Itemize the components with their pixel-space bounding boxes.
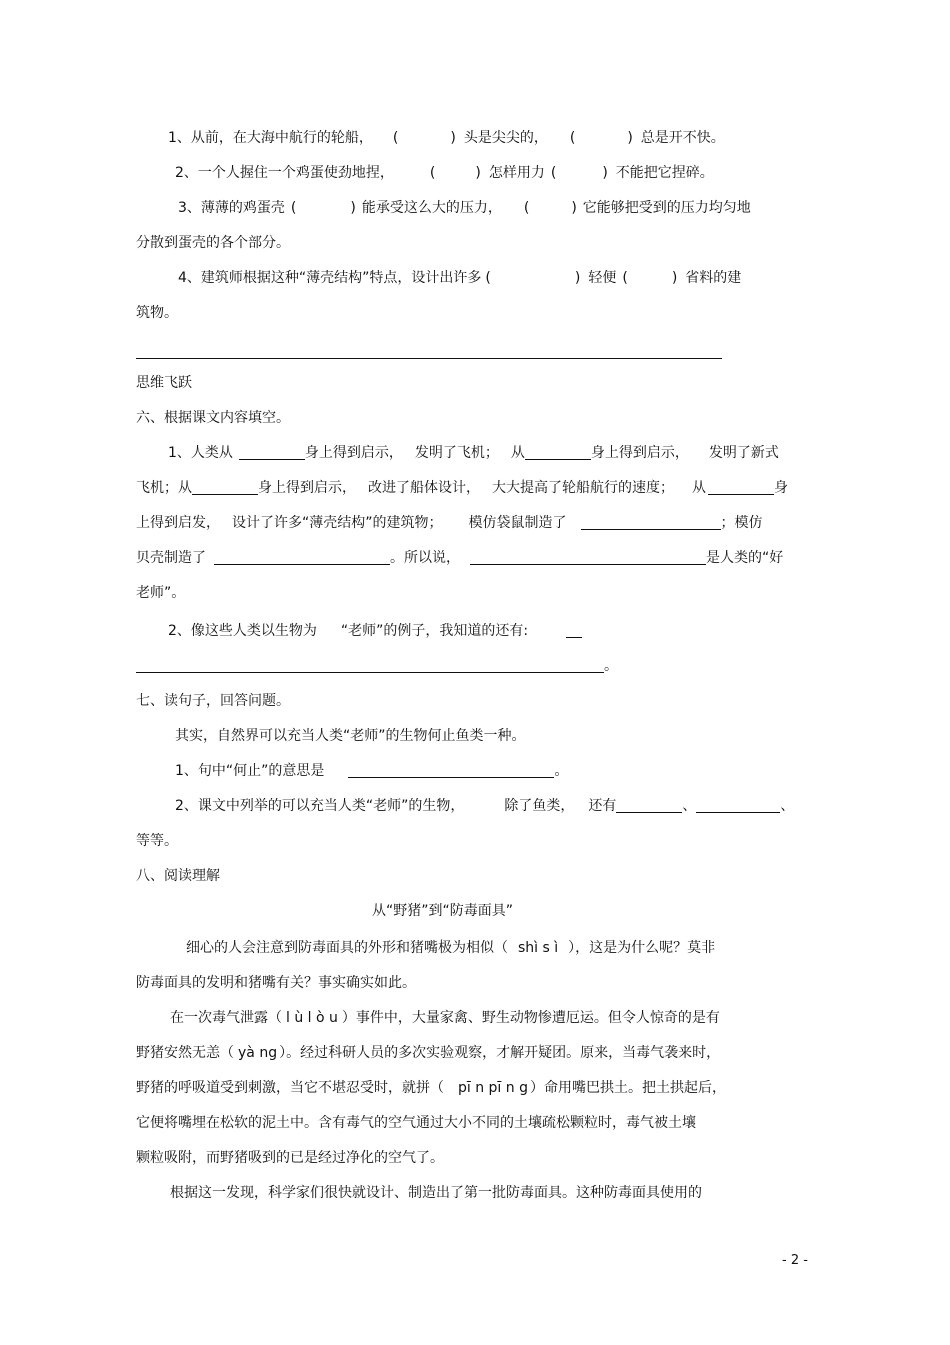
q6-1-text: 身上得到启示， [258,480,356,496]
q6-1-text: 从 [692,480,706,496]
q6-1-text: 。所以说， [390,550,460,566]
article-p2-line-5: 颗粒吸附，而野猪吸到的已是经过净化的空气了。 [136,1150,444,1166]
thinking-heading: 思维飞跃 [136,375,192,391]
pinyin: l ù l ò u [286,1010,338,1026]
q5-4-line-2: 筑物。 [136,305,178,321]
q5-3-line-2: 分散到蛋壳的各个部分。 [136,235,290,251]
q7-2-line [175,796,794,816]
q5-2-text-c: 不能把它捏碎。 [615,165,714,181]
open-paren: ( [429,165,436,181]
q5-1-text-a: 1、从前，在大海中航行的轮船， [168,130,373,146]
page-number: - 2 - [782,1253,808,1268]
q6-2-text: 2、像这些人类以生物为 [168,623,317,639]
q7-1-line [175,761,568,781]
article-text: 野猪的呼吸道受到刺激，当它不堪忍受时，就拼（ [136,1080,444,1096]
article-text: 在一次毒气泄露（ [170,1010,282,1026]
close-paren: ) [671,270,678,286]
q6-2-line-2 [136,656,618,676]
section-divider [136,358,722,359]
q6-2-text: “老师”的例子，我知道的还有: [340,623,529,639]
article-text: ）命用嘴巴拱土。把土拱起后， [530,1080,726,1096]
q5-1-text-c: 总是开不快。 [640,130,725,146]
q7-2-line-2: 等等。 [136,833,178,849]
close-paren: ) [450,130,456,146]
q6-1-text: 身上得到启示， [304,445,403,461]
article-p3-line-1: 根据这一发现，科学家们很快就设计、制造出了第一批防毒面具。这种防毒面具使用的 [170,1185,702,1201]
answer-blank[interactable] [581,514,721,530]
q6-1-line-4 [136,548,783,568]
q6-1-text: 身 [774,480,788,496]
q6-1-text: 模仿袋鼠制造了 [468,515,567,531]
q5-2-text-b: 怎样用力 [488,165,545,181]
article-p2-line-1 [170,1008,720,1028]
answer-blank[interactable] [525,444,591,460]
pinyin: shì s ì [518,940,559,956]
close-paren: ) [627,130,633,146]
section7-title: 七、读句子，回答问题。 [136,693,290,709]
q6-1-text: 贝壳制造了 [136,550,206,566]
answer-blank[interactable] [214,549,390,565]
q5-4-line [178,268,741,288]
answer-blank[interactable] [192,479,258,495]
open-paren: ( [485,270,491,286]
q6-1-text: 大大提高了轮船航行的速度； [492,480,674,496]
q6-1-text: 飞机；从 [136,480,192,496]
q6-1-text: 身上得到启示， [590,445,689,461]
article-p1-line-1 [186,938,715,958]
open-paren: ( [392,130,399,146]
q6-1-text: 发明了飞机； [414,445,499,461]
section8-title: 八、阅读理解 [136,868,220,884]
q5-3-text-a: 3、薄薄的鸡蛋壳 [178,200,285,216]
q6-1-line-2 [136,478,788,498]
q5-1-line [168,128,725,148]
answer-blank[interactable] [470,549,706,565]
q5-3-text-b: 能承受这么大的压力， [361,200,502,216]
close-paren: ) [602,165,608,181]
q6-1-line-1 [168,443,779,463]
open-paren: ( [569,130,576,146]
q6-1-text: 改进了船体设计， [368,480,480,496]
q5-4-text-b: 轻便 [588,270,617,286]
q5-1-text-b: 头是尖尖的， [463,130,548,146]
q6-1-line-3 [136,513,763,533]
separator: 、 [682,798,697,814]
q5-2-line [175,163,714,183]
article-p2-line-3 [136,1078,726,1098]
q6-1-text: 发明了新式 [708,445,779,461]
open-paren: ( [523,200,530,216]
article-text: ）。经过科研人员的多次实验观察，才解开疑团。原来，当毒气袭来时， [279,1045,721,1061]
q6-1-text: 设计了许多“薄壳结构”的建筑物； [232,515,443,531]
q6-1-text: 从 [510,445,525,461]
section7-sentence: 其实，自然界可以充当人类“老师”的生物何止鱼类一种。 [175,728,526,744]
q5-2-text-a: 2、一个人握住一个鸡蛋使劲地捏， [175,165,394,181]
q7-2-text: 2、课文中列举的可以充当人类“老师”的生物， [175,798,465,814]
q6-2-line [168,621,582,641]
pinyin: yà ng [238,1045,278,1061]
q6-1-text: ；模仿 [720,515,763,531]
q7-2-text: 除了鱼类， [504,798,575,814]
q7-2-text: 还有 [588,798,617,814]
q5-3-line [178,198,751,218]
open-paren: ( [622,270,628,286]
article-text: ）事件中，大量家禽、野生动物惨遭厄运。但令人惊奇的是有 [341,1010,720,1026]
answer-blank[interactable] [348,762,554,778]
q5-4-text-c: 省料的建 [685,270,742,286]
article-text: 野猪安然无恙（ [136,1045,234,1061]
article-text: ），这是为什么呢？莫非 [568,940,716,956]
article-text: 细心的人会注意到防毒面具的外形和猪嘴极为相似（ [186,940,508,956]
open-paren: ( [550,165,557,181]
q6-1-line-5: 老师”。 [136,585,186,601]
period: 。 [554,763,569,779]
answer-blank[interactable] [136,657,604,673]
close-paren: ) [475,165,481,181]
article-p2-line-4: 它便将嘴埋在松软的泥土中。含有毒气的空气通过大小不同的土壤疏松颗粒时，毒气被土壤 [136,1115,696,1131]
pinyin: pī n pī n g [458,1080,528,1096]
close-paren: ) [571,200,577,216]
q6-1-text: 上得到启发， [136,515,220,531]
article-p2-line-2 [136,1043,720,1063]
answer-blank[interactable] [566,622,582,638]
open-paren: ( [290,200,297,216]
close-paren: ) [574,270,581,286]
answer-blank[interactable] [616,797,682,813]
q7-1-text: 1、句中“何止”的意思是 [175,763,325,779]
separator: 、 [780,798,795,814]
close-paren: ) [350,200,356,216]
answer-blank[interactable] [708,479,774,495]
q6-1-text: 是人类的“好 [706,550,784,566]
article-p1-line-2: 防毒面具的发明和猪嘴有关？事实确实如此。 [136,975,416,991]
q5-4-text-a: 4、建筑师根据这种“薄壳结构”特点，设计出许多 [178,270,482,286]
q5-3-text-c: 它能够把受到的压力均匀地 [582,200,751,216]
q6-1-text: 1、人类从 [168,445,233,461]
answer-blank[interactable] [239,444,305,460]
period: 。 [604,658,618,674]
section6-title: 六、根据课文内容填空。 [136,410,290,426]
answer-blank[interactable] [696,797,780,813]
article-title: 从“野猪”到“防毒面具” [372,903,514,919]
